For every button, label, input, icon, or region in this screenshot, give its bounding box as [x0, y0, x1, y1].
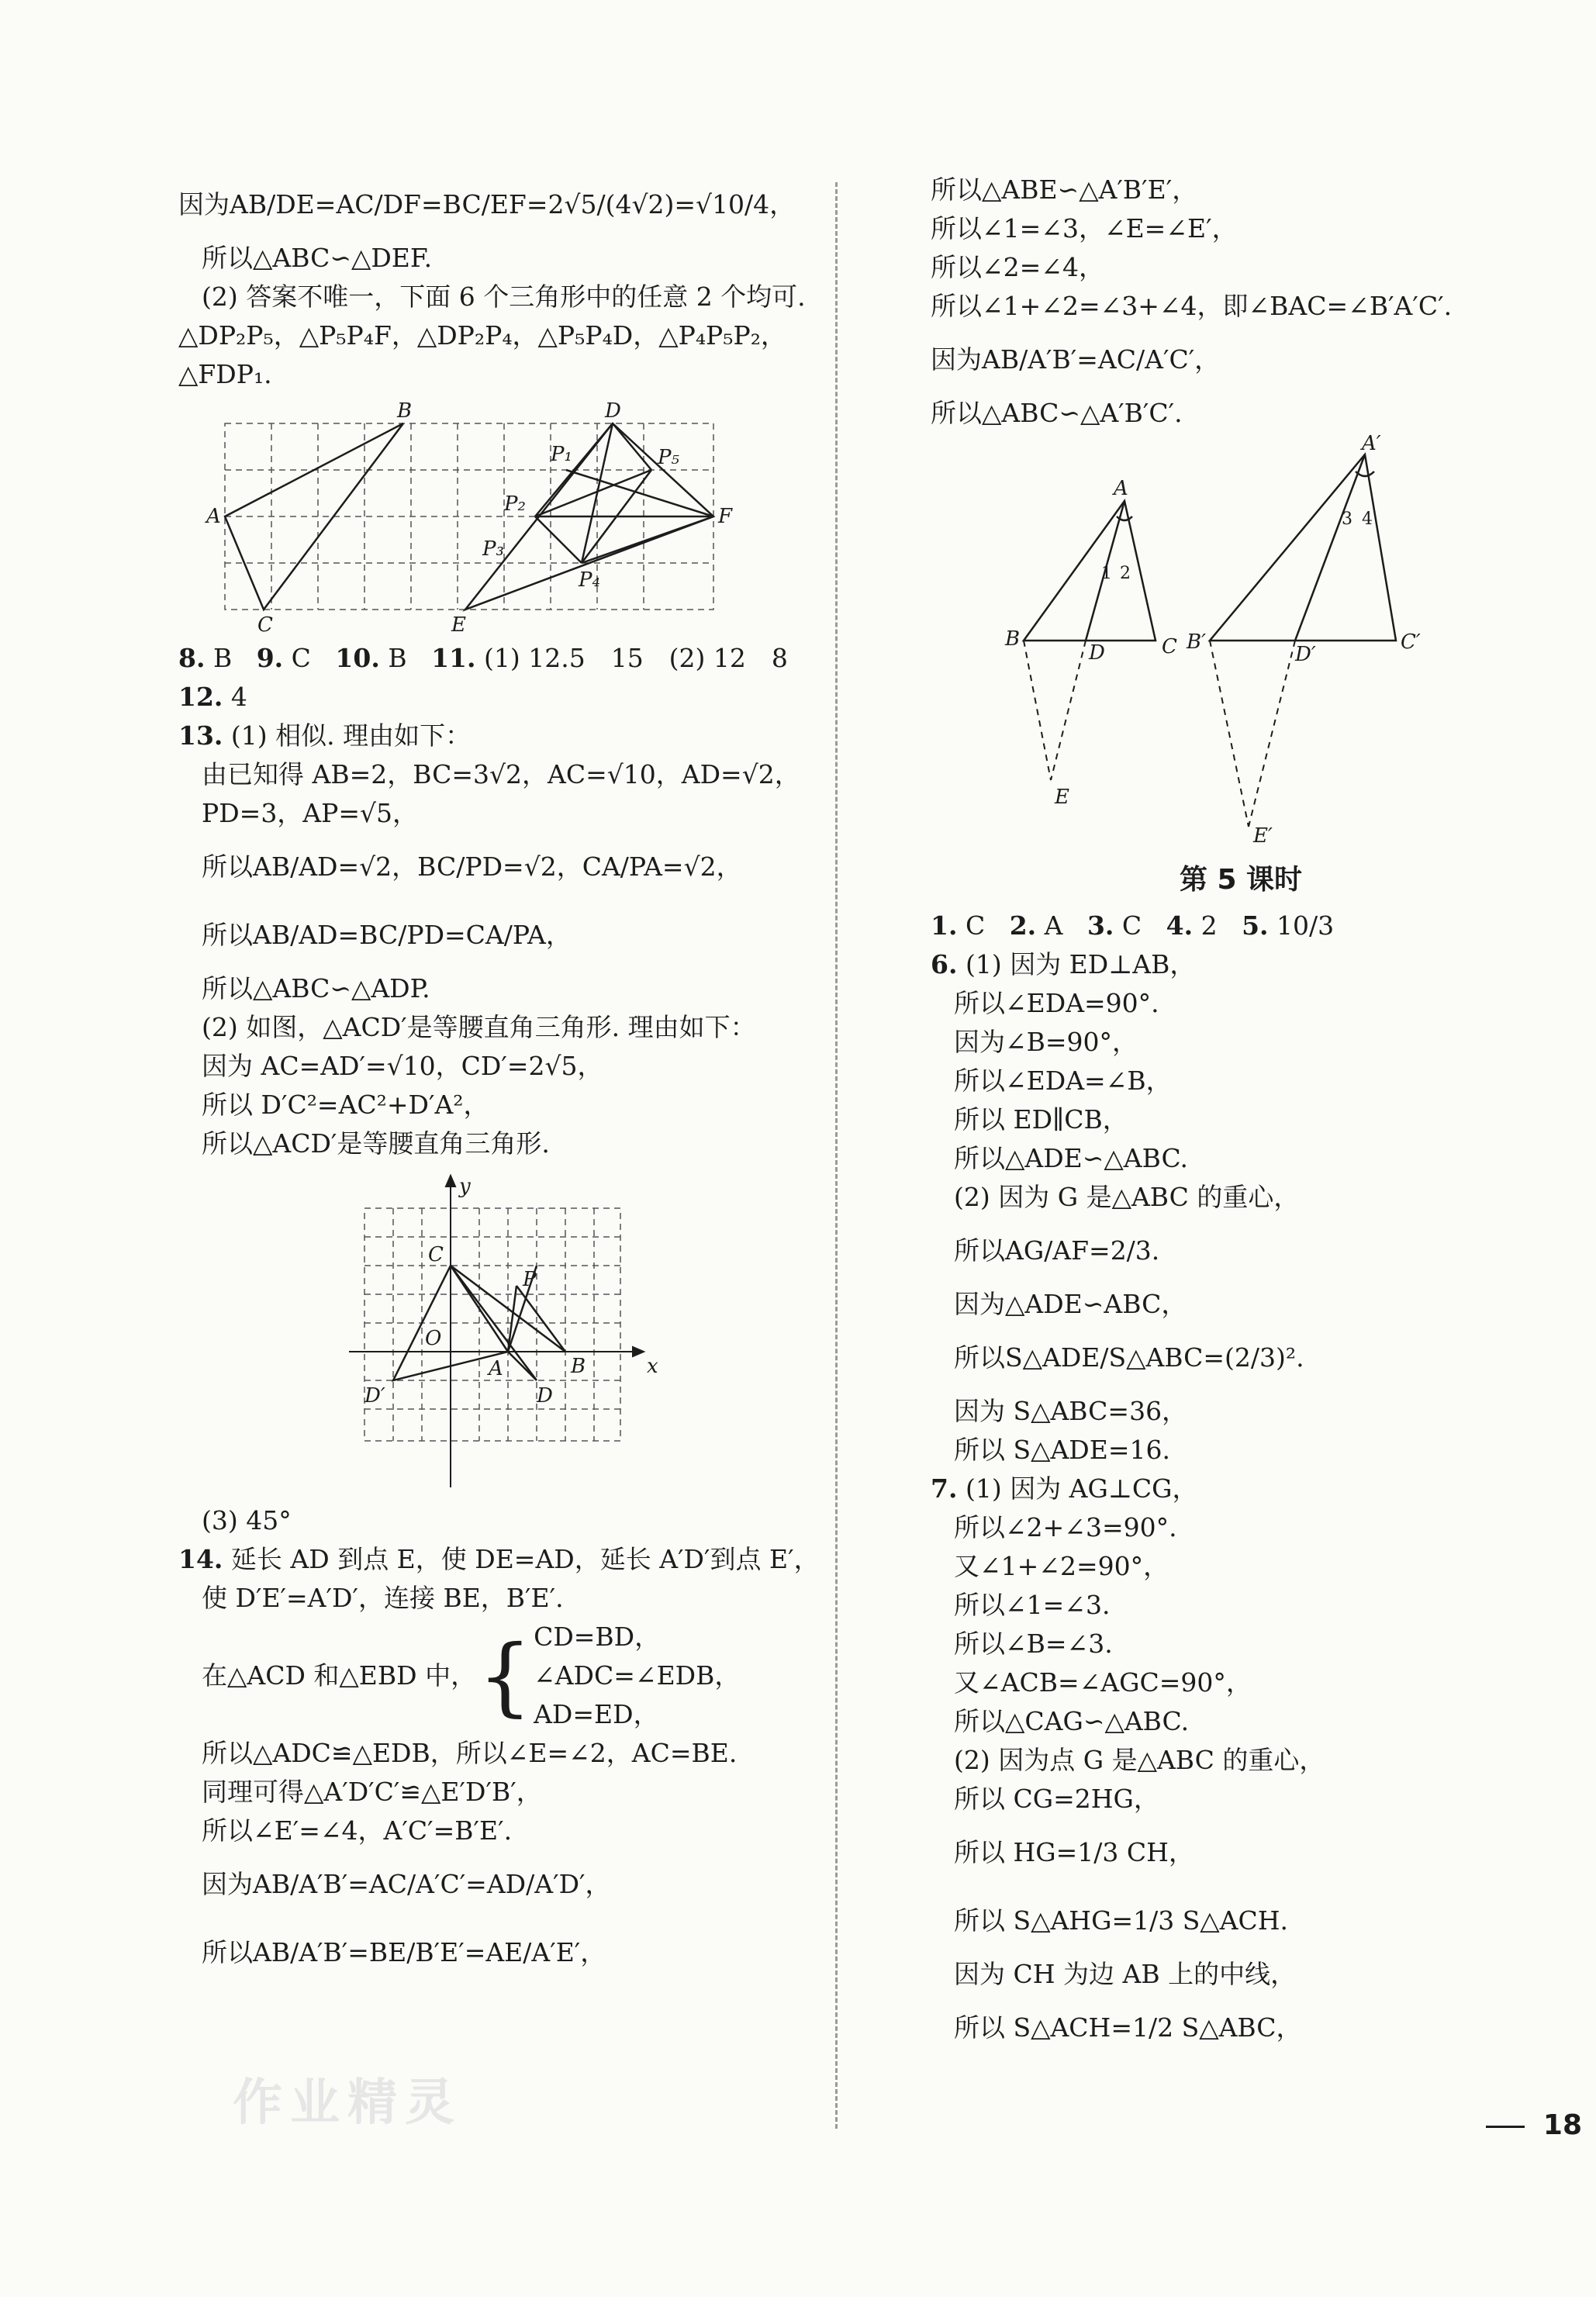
text-line: (2) 答案不唯一，下面 6 个三角形中的任意 2 个均可. [202, 282, 806, 312]
label-D-prime: D′ [364, 1384, 385, 1408]
question-6 [931, 945, 1551, 984]
label-D: D [605, 399, 621, 423]
answer-value: B [388, 643, 407, 673]
label-D-prime: D′ [1295, 643, 1316, 666]
angle-1: 1 [1101, 564, 1112, 583]
text-line: 所以 HG=1/3 CH， [954, 1837, 1194, 1867]
section-title: 第 5 课时 [1179, 864, 1303, 896]
answer-number: 1. [931, 910, 958, 941]
text-line: 所以S△ADE/S△ABC=(2/3)². [954, 1342, 1304, 1373]
text-line: 因为 AC=AD′=√10，CD′=2√5， [202, 1051, 603, 1081]
page-number: 18 [1486, 2109, 1582, 2141]
text-line: 所以∠2=∠4， [931, 252, 1104, 282]
brace: { [478, 1626, 533, 1725]
answer-number: 14. [178, 1544, 223, 1574]
text-line: 因为 CH 为边 AB 上的中线， [954, 1959, 1297, 1989]
question-13 [178, 717, 814, 755]
text-line: 所以∠E′=∠4，A′C′=B′E′. [202, 1815, 513, 1846]
answer-number: 6. [931, 949, 958, 979]
label-x: x [647, 1355, 658, 1378]
text-line: 所以△ADC≌△EDB，所以∠E=∠2，AC=BE. [202, 1738, 738, 1768]
text-line: 所以∠2+∠3=90°. [954, 1512, 1177, 1542]
answer-value: 4 [230, 682, 247, 712]
answer-value: C [291, 643, 311, 673]
right-column [931, 171, 1551, 2062]
text-line: 同理可得△A′D′C′≌△E′D′B′， [202, 1777, 542, 1807]
watermark: 作业精灵 [233, 2074, 462, 2132]
similar-triangles-figure [931, 432, 1473, 848]
answer-number: 7. [931, 1473, 958, 1504]
label-P: P [523, 1268, 537, 1291]
answer-value: C [965, 910, 986, 941]
label-B: B [571, 1355, 586, 1378]
answer-number: 11. [431, 643, 476, 673]
answer-row [178, 678, 814, 717]
label-y: y [459, 1175, 471, 1198]
answer-number: 4. [1166, 910, 1194, 941]
label-A-prime: A′ [1362, 432, 1381, 455]
answer-number: 13. [178, 720, 223, 751]
label-E: E [451, 613, 466, 637]
label-E: E [1055, 786, 1069, 809]
label-P2: P₂ [504, 492, 526, 516]
label-D: D [1089, 641, 1105, 665]
text-line: 所以△ABE∽△A′B′E′， [931, 174, 1198, 205]
label-A: A [489, 1357, 503, 1380]
text-line: 在△ACD 和△EBD 中， [202, 1660, 477, 1691]
text-line: 所以AB/A′B′=BE/B′E′=AE/A′E′， [202, 1937, 606, 1967]
answer-value: 2 [1200, 910, 1218, 941]
label-E-prime: E′ [1253, 824, 1273, 848]
text-line: 因为AB/DE=AC/DF=BC/EF=2√5/(4√2)=√10/4， [178, 189, 796, 219]
text-line: 所以∠1=∠3，∠E=∠E′， [931, 213, 1238, 244]
label-O: O [425, 1327, 442, 1350]
text-line: 所以AB/AD=√2，BC/PD=√2，CA/PA=√2， [202, 851, 742, 882]
text-line: 使 D′E′=A′D′，连接 BE，B′E′. [202, 1583, 564, 1613]
text-line: 所以 S△ACH=1/2 S△ABC， [954, 2012, 1302, 2043]
text-line: 所以 S△ADE=16. [954, 1435, 1170, 1465]
text-line: 所以 S△AHG=1/3 S△ACH. [954, 1905, 1289, 1936]
answer-number: 2. [1009, 910, 1037, 941]
answer-value: B [212, 643, 233, 673]
text-line: (1) 因为 ED⊥AB， [965, 949, 1196, 979]
label-P3: P₃ [482, 537, 504, 561]
text-line: 所以△CAG∽△ABC. [954, 1706, 1190, 1736]
answer-value: (1) 12.5 15 (2) 12 8 [483, 643, 788, 673]
label-D: D [537, 1384, 553, 1408]
text-line: 因为AB/A′B′=AC/A′C′， [931, 344, 1221, 375]
text-line: 由已知得 AB=2，BC=3√2，AC=√10，AD=√2， [202, 759, 800, 789]
text-line: 所以 ED∥CB， [954, 1104, 1128, 1135]
text-line: 所以△ABC∽△ADP. [202, 973, 430, 1003]
text-line: 所以 D′C²=AC²+D′A²， [202, 1090, 489, 1120]
text-line: △FDP₁. [178, 359, 272, 389]
answer-row [178, 639, 814, 678]
answer-value: C [1121, 910, 1142, 941]
answer-number: 10. [335, 643, 380, 673]
text-line: 又∠ACB=∠AGC=90°， [954, 1667, 1252, 1698]
text-line: △DP₂P₅，△P₅P₄F，△DP₂P₄，△P₅P₄D，△P₄P₅P₂， [178, 320, 786, 351]
label-F: F [718, 505, 733, 528]
system-line: AD=ED， [534, 1699, 659, 1729]
text-line: PD=3，AP=√5， [202, 798, 419, 828]
label-B: B [397, 399, 413, 423]
text-line: 所以 CG=2HG， [954, 1784, 1159, 1814]
text-line: 所以△ACD′是等腰直角三角形. [202, 1128, 550, 1159]
text-line: 因为∠B=90°， [954, 1027, 1138, 1057]
label-C-prime: C′ [1401, 630, 1421, 654]
label-C: C [428, 1243, 444, 1266]
text-line: 因为△ADE∽ABC， [954, 1289, 1187, 1319]
left-column [178, 171, 820, 1987]
column-divider [835, 182, 838, 2129]
label-B: B [1005, 627, 1021, 651]
answer-value: 10/3 [1276, 910, 1335, 941]
text-line: 所以∠1+∠2=∠3+∠4，即∠BAC=∠B′A′C′. [931, 291, 1453, 321]
text-line: 所以△ADE∽△ABC. [954, 1143, 1189, 1173]
label-A: A [1114, 477, 1128, 500]
text-line: (3) 45° [202, 1505, 292, 1535]
text-line: 又∠1+∠2=90°， [954, 1551, 1169, 1581]
answer-number: 5. [1242, 910, 1269, 941]
coordinate-figure [178, 1169, 721, 1495]
system-line: ∠ADC=∠EDB， [534, 1660, 741, 1691]
text-line: 所以∠1=∠3. [954, 1590, 1111, 1620]
answer-number: 8. [178, 643, 206, 673]
text-line: (2) 因为点 G 是△ABC 的重心， [954, 1745, 1325, 1775]
angle-3: 3 [1342, 509, 1352, 529]
answer-number: 3. [1086, 910, 1114, 941]
question-14 [178, 1540, 820, 1579]
answer-number: 9. [256, 643, 284, 673]
text-line: 所以△ABC∽△DEF. [202, 243, 433, 273]
label-C: C [1162, 635, 1177, 658]
question-7 [931, 1470, 1551, 1508]
label-P4: P₄ [579, 568, 600, 592]
text-line: 延长 AD 到点 E，使 DE=AD，延长 A′D′到点 E′， [230, 1544, 820, 1574]
text-line: 所以AB/AD=BC/PD=CA/PA， [202, 920, 572, 950]
system-line: CD=BD， [534, 1622, 661, 1652]
grid-figure-1 [178, 399, 733, 637]
text-line: (1) 相似. 理由如下： [230, 720, 472, 751]
text-line: 因为 S△ABC=36， [954, 1396, 1188, 1426]
angle-4: 4 [1362, 509, 1373, 529]
answer-number: 12. [178, 682, 223, 712]
angle-2: 2 [1120, 564, 1131, 583]
answer-value: A [1044, 910, 1063, 941]
answer-row [931, 907, 1551, 945]
text-line: 所以∠B=∠3. [954, 1629, 1113, 1659]
text-line: 所以∠EDA=∠B， [954, 1066, 1172, 1096]
text-line: (1) 因为 AG⊥CG， [965, 1473, 1198, 1504]
label-P1: P₁ [551, 443, 572, 466]
text-line: 因为AB/A′B′=AC/A′C′=AD/A′D′， [202, 1869, 611, 1899]
text-line: 所以△ABC∽△A′B′C′. [931, 398, 1183, 428]
label-C: C [257, 613, 273, 637]
label-A: A [206, 505, 221, 528]
label-B-prime: B′ [1187, 630, 1207, 654]
text-line: (2) 因为 G 是△ABC 的重心， [954, 1182, 1300, 1212]
text-line: (2) 如图，△ACD′是等腰直角三角形. 理由如下： [202, 1012, 756, 1042]
text-line: 所以∠EDA=90°. [954, 988, 1159, 1018]
label-P5: P₅ [658, 446, 679, 469]
text-line: 所以AG/AF=2/3. [954, 1235, 1160, 1266]
equation-system [178, 1618, 814, 1734]
